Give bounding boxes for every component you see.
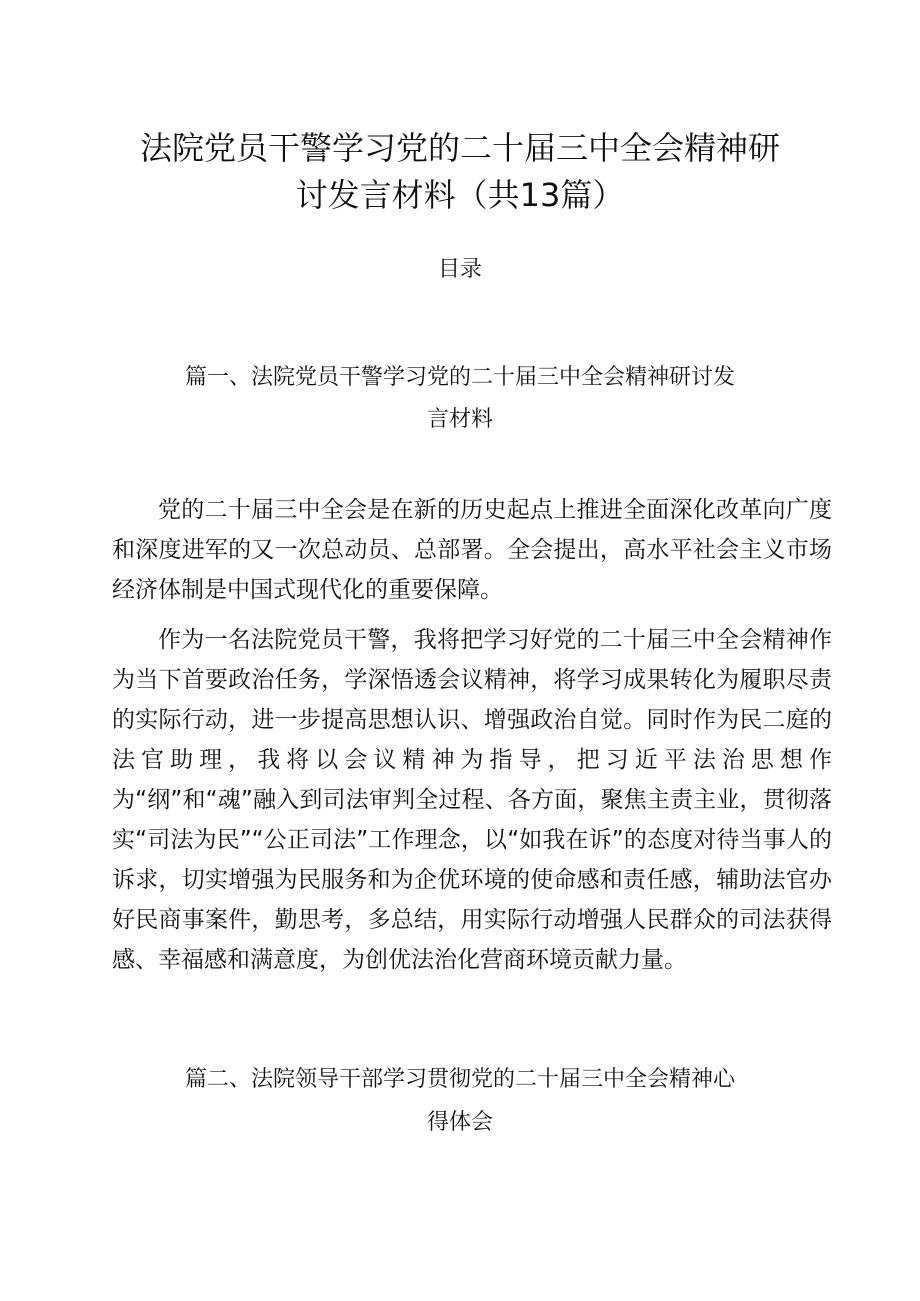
body-paragraph-1: 党的二十届三中全会是在新的历史起点上推进全面深化改革向广度和深度进军的又一次总动员、总部署。全会提出，高水平社会主义市场经济体制是中国式现代化的重要保障。 bbox=[112, 497, 832, 603]
section-2-heading-line2: 得体会 bbox=[426, 1110, 493, 1135]
body-paragraph-2: 作为一名法院党员干警，我将把学习好党的二十届三中全会精神作为当下首要政治任务，学深悟透会议精神，将学习成果转化为履职尽责的实际行动，进一步提高思想认识、增强政治自觉。同时作为民二庭的法官助理，我将以会议精神为指导，把习近平法治思想作为“纲”和“魂”融入到司法审判全过程、各方面，聚焦主责主业，贯彻落实“司法为民”“公正司法”工作理念，以“如我在诉”的态度对待当事人的诉求，切实增强为民服务和为企优环境的使命感和责任感，辅助法官办好民商事案件，勤思考，多总结，用实际行动增强人民群众的司法获得感、幸福感和满意度，为创优法治化营商环境贡献力量。 bbox=[112, 627, 832, 973]
toc-heading: 目录 bbox=[437, 257, 482, 282]
document-title-line2: 讨发言材料（共13篇） bbox=[295, 176, 625, 214]
section-1-heading-line1: 篇一、法院党员干警学习党的二十届三中全会精神研讨发 bbox=[184, 365, 735, 390]
document-title-line1: 法院党员干警学习党的二十届三中全会精神研 bbox=[139, 129, 780, 167]
section-2-heading-line1: 篇二、法院领导干部学习贯彻党的二十届三中全会精神心 bbox=[184, 1067, 735, 1092]
section-1-heading-line2: 言材料 bbox=[426, 407, 493, 432]
